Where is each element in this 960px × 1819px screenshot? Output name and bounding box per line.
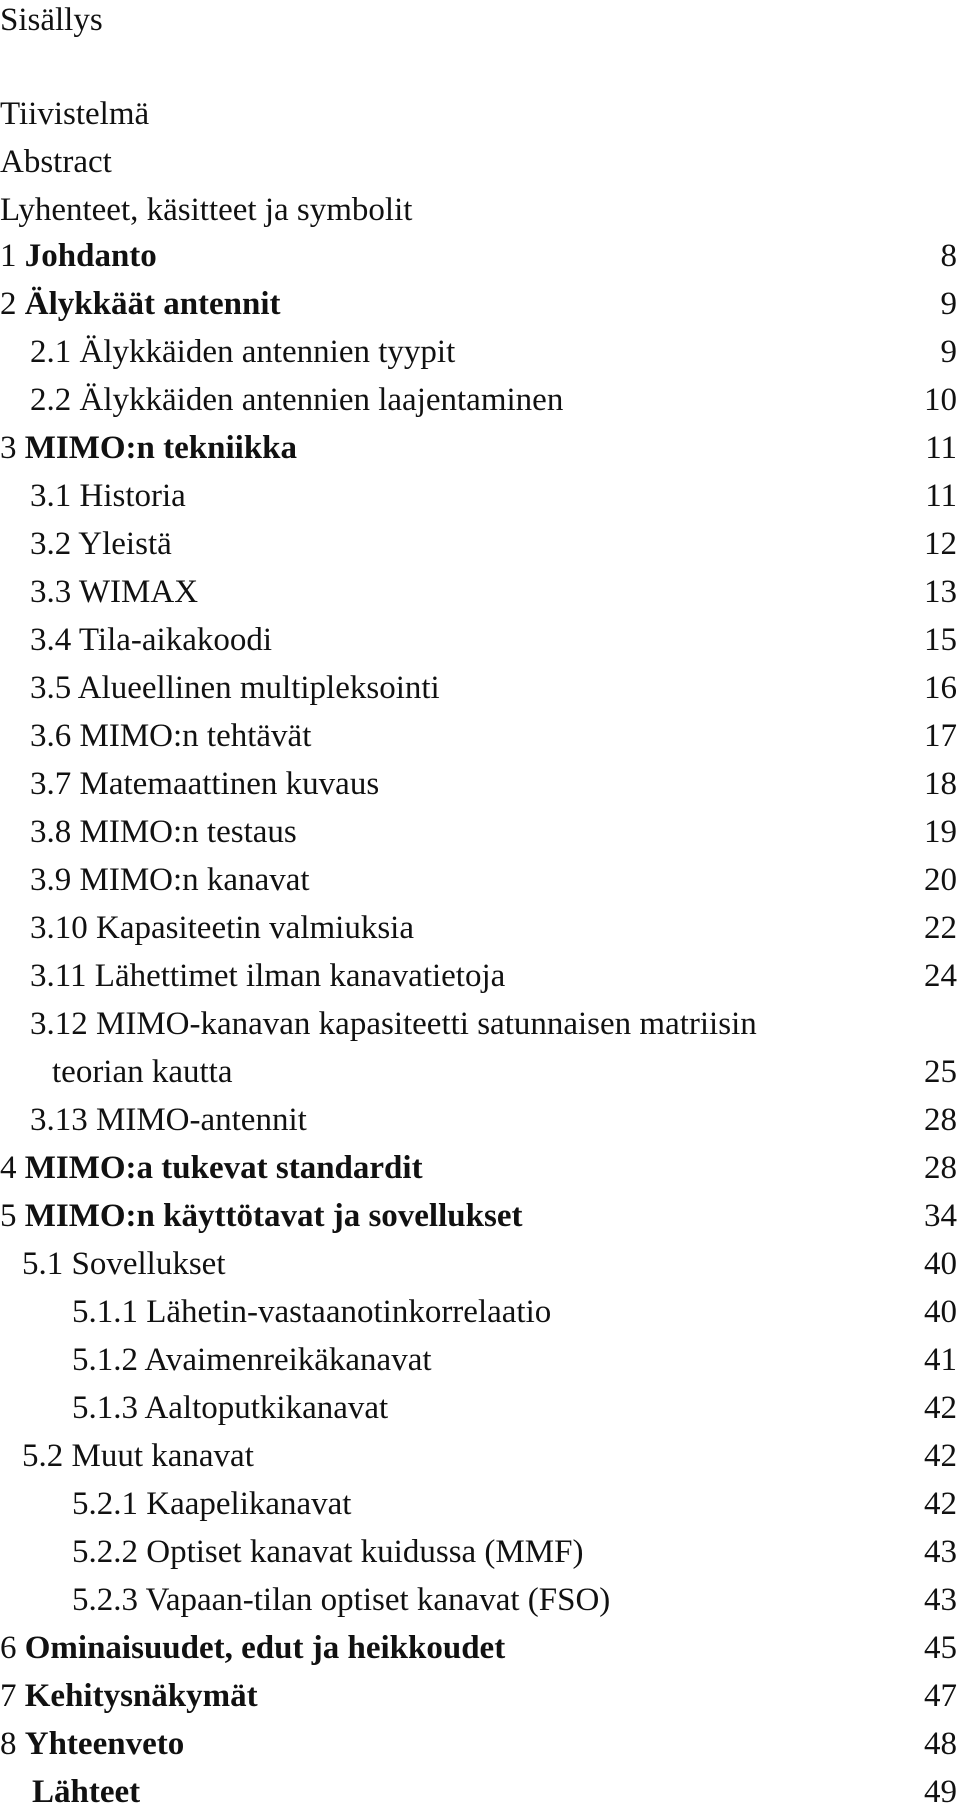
entry-number: 8	[0, 1726, 17, 1762]
entry-page: 9	[940, 334, 957, 370]
toc-entry-continuation	[0, 1048, 960, 1096]
entry-page: 16	[924, 670, 957, 706]
entry-page: 40	[924, 1246, 957, 1282]
entry-title: Älykkäät antennit	[24, 286, 281, 322]
entry-number: 3.2	[30, 526, 72, 562]
entry-page: 41	[924, 1342, 957, 1378]
entry-title: Aaltoputkikanavat	[144, 1390, 389, 1426]
entry-page: 17	[924, 718, 957, 754]
toc-entry	[0, 1528, 960, 1576]
toc-entry	[0, 1576, 960, 1624]
entry-title: Avaimenreikäkanavat	[144, 1342, 432, 1378]
entry-page: 45	[924, 1630, 957, 1666]
entry-title: Muut kanavat	[71, 1438, 254, 1474]
entry-page: 42	[924, 1486, 957, 1522]
entry-title: Alueellinen multipleksointi	[77, 670, 440, 706]
entry-page: 49	[924, 1774, 957, 1810]
toc-entry	[0, 856, 960, 904]
entry-number: 1	[0, 238, 17, 274]
entry-title: teorian kautta	[52, 1054, 233, 1090]
entry-title: Ominaisuudet, edut ja heikkoudet	[24, 1630, 506, 1666]
toc-entry	[0, 760, 960, 808]
entry-number: 7	[0, 1678, 17, 1714]
entry-number: 3.9	[30, 862, 72, 898]
entry-title: MIMO:n tehtävät	[79, 718, 312, 754]
toc-entry	[0, 1624, 960, 1672]
toc-entry	[0, 1432, 960, 1480]
entry-page: 20	[924, 862, 957, 898]
entry-number: 3.4	[30, 622, 72, 658]
toc-entry	[0, 232, 960, 280]
toc-entry	[0, 1240, 960, 1288]
entry-title: MIMO:n testaus	[79, 814, 297, 850]
entry-title: Älykkäiden antennien tyypit	[79, 334, 456, 370]
entry-number: 3.7	[30, 766, 72, 802]
toc-entry	[0, 472, 960, 520]
entry-number: 5.2.2	[72, 1534, 138, 1570]
entry-page: 42	[924, 1390, 957, 1426]
front-matter-item: Tiivistelmä	[0, 96, 150, 132]
entry-page: 9	[940, 286, 957, 322]
entry-number: 2	[0, 286, 17, 322]
toc-entry	[0, 1096, 960, 1144]
entry-number: 6	[0, 1630, 17, 1666]
toc-entry	[0, 1336, 960, 1384]
toc-entry	[0, 376, 960, 424]
toc-entry	[0, 1768, 960, 1816]
entry-page: 48	[924, 1726, 957, 1762]
toc-entry	[0, 1144, 960, 1192]
entry-number: 5.1	[22, 1246, 64, 1282]
entry-number: 3.12	[30, 1006, 88, 1042]
front-matter-list	[0, 90, 412, 234]
entry-page: 25	[924, 1054, 957, 1090]
entry-page: 13	[924, 574, 957, 610]
entry-number: 5.2	[22, 1438, 64, 1474]
toc-entry	[0, 520, 960, 568]
entry-title: MIMO:n tekniikka	[24, 430, 298, 466]
entry-page: 22	[924, 910, 957, 946]
entry-title: Lähetin-vastaanotinkorrelaatio	[146, 1294, 552, 1330]
entry-number: 5	[0, 1198, 17, 1234]
entry-title: MIMO:a tukevat standardit	[24, 1150, 423, 1186]
entry-title: Vapaan-tilan optiset kanavat (FSO)	[145, 1582, 611, 1618]
entry-page: 24	[924, 958, 957, 994]
front-matter-item: Lyhenteet, käsitteet ja symbolit	[0, 192, 413, 228]
entry-number: 3.13	[30, 1102, 88, 1138]
entry-number: 3	[0, 430, 17, 466]
toc-entry	[0, 1480, 960, 1528]
entry-title: Tila-aikakoodi	[78, 622, 273, 658]
entry-title: Kapasiteetin valmiuksia	[96, 910, 414, 946]
entry-page: 47	[924, 1678, 957, 1714]
toc-entry	[0, 1720, 960, 1768]
entry-page: 43	[924, 1534, 957, 1570]
entry-page: 19	[924, 814, 957, 850]
entry-number: 5.1.2	[72, 1342, 138, 1378]
entry-number: 5.1.1	[72, 1294, 138, 1330]
entry-page: 10	[924, 382, 957, 418]
entry-number: 3.1	[30, 478, 72, 514]
toc-heading: Sisällys	[0, 2, 103, 38]
entry-page: 34	[924, 1198, 957, 1234]
toc-entry	[0, 280, 960, 328]
entry-title: Älykkäiden antennien laajentaminen	[79, 382, 564, 418]
toc-entry	[0, 1192, 960, 1240]
entry-title: MIMO-antennit	[96, 1102, 307, 1138]
entry-number: 3.3	[30, 574, 72, 610]
front-matter-item: Abstract	[0, 144, 112, 180]
entry-number: 3.5	[30, 670, 72, 706]
entry-number: 2.1	[30, 334, 72, 370]
entry-page: 8	[940, 238, 957, 274]
entry-page: 40	[924, 1294, 957, 1330]
entry-page: 28	[924, 1150, 957, 1186]
toc-entry	[0, 808, 960, 856]
toc-entry	[0, 712, 960, 760]
entry-number: 5.1.3	[72, 1390, 138, 1426]
entry-title: Johdanto	[24, 238, 157, 274]
entry-title: Matemaattinen kuvaus	[79, 766, 380, 802]
entry-number: 3.10	[30, 910, 88, 946]
entry-page: 28	[924, 1102, 957, 1138]
entry-title: Kehitysnäkymät	[24, 1678, 258, 1714]
entry-number: 5.2.1	[72, 1486, 138, 1522]
toc-entry	[0, 664, 960, 712]
entry-number: 3.6	[30, 718, 72, 754]
entry-page: 15	[924, 622, 957, 658]
entry-page: 18	[924, 766, 957, 802]
toc-entry	[0, 328, 960, 376]
toc-entry	[0, 1288, 960, 1336]
toc-entry	[0, 568, 960, 616]
entry-number: 4	[0, 1150, 17, 1186]
entry-title: Lähteet	[32, 1774, 141, 1810]
entry-title: Historia	[79, 478, 186, 514]
entry-title: MIMO:n kanavat	[79, 862, 310, 898]
entry-page: 12	[924, 526, 957, 562]
toc-entry	[0, 424, 960, 472]
entry-title: Yleistä	[78, 526, 172, 562]
entry-title: MIMO-kanavan kapasiteetti satunnaisen matriisin	[96, 1006, 757, 1042]
entry-title: WIMAX	[78, 574, 199, 610]
entry-number: 3.8	[30, 814, 72, 850]
entry-title: Sovellukset	[71, 1246, 226, 1282]
entry-page: 42	[924, 1438, 957, 1474]
entry-number: 3.11	[30, 958, 87, 994]
toc-entry	[0, 616, 960, 664]
table-of-contents	[0, 232, 960, 1816]
toc-entry	[0, 904, 960, 952]
entry-page: 11	[925, 478, 957, 514]
entry-page: 11	[925, 430, 957, 466]
entry-number: 2.2	[30, 382, 72, 418]
toc-entry	[0, 1384, 960, 1432]
entry-title: MIMO:n käyttötavat ja sovellukset	[24, 1198, 523, 1234]
entry-page: 43	[924, 1582, 957, 1618]
entry-title: Yhteenveto	[24, 1726, 185, 1762]
entry-title: Kaapelikanavat	[146, 1486, 352, 1522]
toc-entry	[0, 1672, 960, 1720]
toc-entry	[0, 952, 960, 1000]
entry-number: 5.2.3	[72, 1582, 138, 1618]
toc-entry	[0, 1000, 960, 1048]
entry-title: Optiset kanavat kuidussa (MMF)	[146, 1534, 584, 1570]
entry-title: Lähettimet ilman kanavatietoja	[94, 958, 506, 994]
